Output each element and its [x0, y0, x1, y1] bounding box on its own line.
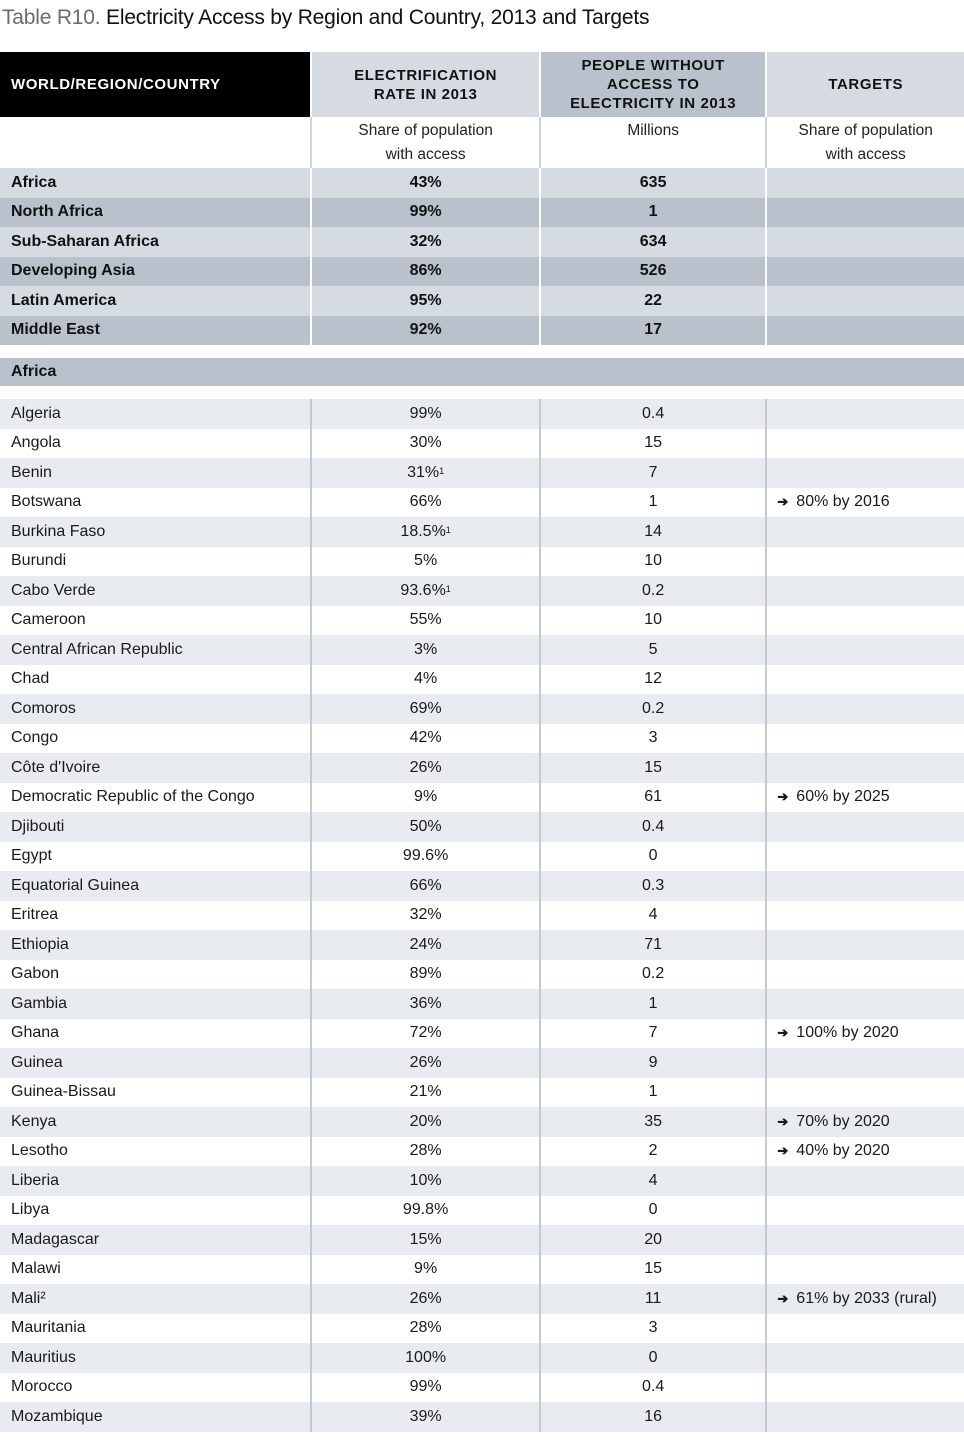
country-target: [765, 1255, 964, 1285]
table-subheader-row: [0, 117, 964, 168]
country-row: [0, 1255, 964, 1285]
footnote-marker: 1: [439, 465, 445, 476]
country-row: [0, 783, 964, 813]
country-rate-value: 15%: [409, 1230, 442, 1248]
country-rate: [310, 901, 539, 931]
country-without-access: 2: [539, 1137, 766, 1167]
country-name: Lesotho: [11, 1142, 68, 1160]
country-rate: [310, 429, 539, 459]
country-rate-value: 99.6%: [402, 847, 449, 865]
footnote-marker: 1: [445, 524, 451, 535]
country-name: Algeria: [11, 404, 61, 422]
country-target: [765, 901, 964, 931]
spacer: [0, 386, 964, 399]
country-rate-value: 9%: [414, 788, 438, 806]
country-rate: [310, 458, 539, 488]
country-name: Mozambique: [11, 1407, 103, 1425]
country-row: [0, 871, 964, 901]
header-people-without-access-label: PEOPLE WITHOUT ACCESS TO ELECTRICITY IN 2013: [570, 57, 737, 112]
country-target: [765, 1343, 964, 1373]
country-rate-value: 31%: [407, 463, 440, 481]
country-row: [0, 1048, 964, 1078]
country-target-value: 60% by 2025: [796, 788, 890, 806]
right-arrow-icon: ➔: [777, 1025, 789, 1041]
country-rate: [310, 1284, 539, 1314]
country-row: [0, 1137, 964, 1167]
country-rate: [310, 1107, 539, 1137]
country-without-access: 16: [539, 1402, 766, 1432]
country-rate: [310, 930, 539, 960]
country-name: Mauritius: [11, 1348, 76, 1366]
country-rate: [310, 517, 539, 547]
country-target: [765, 724, 964, 754]
region-rate: 86%: [312, 257, 539, 287]
country-name: Côte d'Ivoire: [11, 758, 101, 776]
region-without-access: 635: [541, 168, 766, 198]
country-target-value: 100% by 2020: [796, 1024, 899, 1042]
country-row: [0, 901, 964, 931]
country-name: Malawi: [11, 1260, 61, 1278]
country-rate: [310, 871, 539, 901]
country-rate: [310, 547, 539, 577]
country-rate: [310, 1373, 539, 1403]
country-name: Djibouti: [11, 817, 65, 835]
country-rate-value: 18.5%: [400, 522, 446, 540]
country-name: Central African Republic: [11, 640, 183, 658]
country-rate-value: 93.6%: [400, 581, 446, 599]
country-rate-value: 26%: [409, 1053, 442, 1071]
region-target: [767, 257, 964, 287]
country-rate: [310, 1314, 539, 1344]
country-rate-value: 21%: [409, 1083, 442, 1101]
country-row: [0, 576, 964, 606]
country-rate: [310, 753, 539, 783]
country-without-access: 1: [539, 989, 766, 1019]
country-row: [0, 694, 964, 724]
country-row: [0, 399, 964, 429]
country-rate-value: 32%: [409, 906, 442, 924]
region-without-access: 634: [541, 227, 766, 257]
region-target: [767, 198, 964, 228]
country-target: [765, 871, 964, 901]
header-targets: TARGETS: [767, 52, 964, 117]
region-target: [767, 227, 964, 257]
country-target: [765, 429, 964, 459]
header-world-region-country: WORLD/REGION/COUNTRY: [0, 52, 310, 117]
right-arrow-icon: ➔: [777, 494, 789, 510]
country-name: Ghana: [11, 1024, 60, 1042]
country-name: Angola: [11, 434, 61, 452]
country-rate: [310, 1225, 539, 1255]
region-row: [0, 316, 964, 346]
country-without-access: 0: [539, 1196, 766, 1226]
country-without-access: 1: [539, 1078, 766, 1108]
country-name: Burkina Faso: [11, 522, 106, 540]
country-rate: [310, 1196, 539, 1226]
country-target: [765, 399, 964, 429]
country-rate-value: 69%: [409, 699, 442, 717]
country-without-access: 12: [539, 665, 766, 695]
table-title-text: Electricity Access by Region and Country, 2013 and Targets: [106, 6, 650, 29]
country-rate: [310, 812, 539, 842]
country-target: [765, 576, 964, 606]
country-target: [765, 1373, 964, 1403]
country-rate-value: 9%: [414, 1260, 438, 1278]
header-electrification-rate-label: ELECTRIFICATION RATE IN 2013: [354, 66, 498, 103]
country-target: [765, 1137, 964, 1167]
country-without-access: 3: [539, 1314, 766, 1344]
region-row: [0, 168, 964, 198]
country-row: [0, 989, 964, 1019]
table-title: [2, 6, 649, 30]
country-row: [0, 753, 964, 783]
subheader-millions-unit: Millions: [539, 117, 766, 168]
country-without-access: 71: [539, 930, 766, 960]
country-without-access: 10: [539, 547, 766, 577]
region-name: Middle East: [0, 316, 310, 346]
country-rows: [0, 399, 964, 1432]
country-without-access: 10: [539, 606, 766, 636]
country-row: [0, 635, 964, 665]
country-rate-value: 36%: [409, 994, 442, 1012]
region-name: Africa: [0, 168, 310, 198]
country-without-access: 15: [539, 1255, 766, 1285]
country-target: [765, 1019, 964, 1049]
country-without-access: 4: [539, 1166, 766, 1196]
region-without-access: 1: [541, 198, 766, 228]
country-target: [765, 1225, 964, 1255]
country-name: Madagascar: [11, 1230, 100, 1248]
country-name: Gabon: [11, 965, 60, 983]
country-rate-value: 26%: [409, 758, 442, 776]
region-without-access: 526: [541, 257, 766, 287]
subheader-target-unit-label: Share of population with access: [798, 122, 933, 163]
country-without-access: 0.2: [539, 960, 766, 990]
country-name: Mali²: [11, 1289, 46, 1307]
country-rate: [310, 665, 539, 695]
country-rate-value: 99.8%: [402, 1201, 449, 1219]
region-row: [0, 286, 964, 316]
country-rate: [310, 989, 539, 1019]
region-target: [767, 286, 964, 316]
country-rate-value: 66%: [409, 493, 442, 511]
country-without-access: 35: [539, 1107, 766, 1137]
country-row: [0, 1225, 964, 1255]
country-name: Eritrea: [11, 906, 59, 924]
country-rate-value: 28%: [409, 1142, 442, 1160]
country-rate: [310, 842, 539, 872]
country-name: Liberia: [11, 1171, 60, 1189]
region-row: [0, 227, 964, 257]
country-name: Kenya: [11, 1112, 57, 1130]
country-target: [765, 753, 964, 783]
header-people-without-access: [541, 52, 766, 117]
country-row: [0, 606, 964, 636]
country-name: Ethiopia: [11, 935, 69, 953]
country-without-access: 7: [539, 458, 766, 488]
table-header-row: [0, 52, 964, 117]
country-rate-value: 5%: [414, 552, 438, 570]
country-target: [765, 930, 964, 960]
country-target: [765, 812, 964, 842]
section-header-africa: Africa: [0, 358, 964, 386]
country-rate: [310, 1019, 539, 1049]
country-rate: [310, 576, 539, 606]
country-row: [0, 1196, 964, 1226]
country-target: [765, 694, 964, 724]
country-rate: [310, 635, 539, 665]
country-without-access: 0: [539, 842, 766, 872]
country-rate-value: 66%: [409, 876, 442, 894]
country-row: [0, 960, 964, 990]
country-row: [0, 1107, 964, 1137]
country-row: [0, 842, 964, 872]
country-target-value: 80% by 2016: [796, 493, 890, 511]
country-row: [0, 1078, 964, 1108]
country-without-access: 7: [539, 1019, 766, 1049]
country-rate: [310, 960, 539, 990]
country-without-access: 14: [539, 517, 766, 547]
country-without-access: 0.4: [539, 399, 766, 429]
country-rate: [310, 399, 539, 429]
country-target: [765, 842, 964, 872]
footnote-marker: 1: [445, 583, 451, 594]
region-without-access: 17: [541, 316, 766, 346]
country-name: Egypt: [11, 847, 52, 865]
country-rate: [310, 1343, 539, 1373]
country-rate: [310, 694, 539, 724]
country-rate: [310, 606, 539, 636]
subheader-target-unit: [765, 117, 964, 168]
country-target: [765, 1284, 964, 1314]
region-rate: 99%: [312, 198, 539, 228]
country-without-access: 1: [539, 488, 766, 518]
country-rate-value: 26%: [409, 1289, 442, 1307]
country-target: [765, 517, 964, 547]
country-row: [0, 429, 964, 459]
region-row: [0, 198, 964, 228]
country-without-access: 4: [539, 901, 766, 931]
country-rate-value: 89%: [409, 965, 442, 983]
country-rate: [310, 1166, 539, 1196]
country-name: Guinea-Bissau: [11, 1083, 116, 1101]
country-rate: [310, 783, 539, 813]
country-without-access: 0: [539, 1343, 766, 1373]
country-row: [0, 1284, 964, 1314]
country-name: Guinea: [11, 1053, 63, 1071]
country-without-access: 15: [539, 753, 766, 783]
electricity-access-table: [0, 52, 964, 1432]
country-rate: [310, 1402, 539, 1432]
country-name: Comoros: [11, 699, 76, 717]
country-name: Gambia: [11, 994, 68, 1012]
country-target: [765, 635, 964, 665]
country-name: Congo: [11, 729, 59, 747]
country-without-access: 0.4: [539, 1373, 766, 1403]
country-rate-value: 10%: [409, 1171, 442, 1189]
country-without-access: 3: [539, 724, 766, 754]
country-rate: [310, 488, 539, 518]
country-row: [0, 665, 964, 695]
country-target: [765, 606, 964, 636]
region-name: Developing Asia: [0, 257, 310, 287]
country-row: [0, 488, 964, 518]
country-name: Cabo Verde: [11, 581, 96, 599]
country-rate: [310, 1078, 539, 1108]
country-name: Equatorial Guinea: [11, 876, 140, 894]
subheader-empty: [0, 117, 310, 168]
country-without-access: 0.2: [539, 694, 766, 724]
country-rate-value: 55%: [409, 611, 442, 629]
country-target: [765, 1107, 964, 1137]
country-rate-value: 28%: [409, 1319, 442, 1337]
country-name: Botswana: [11, 493, 82, 511]
country-target: [765, 665, 964, 695]
country-rate: [310, 1137, 539, 1167]
country-without-access: 5: [539, 635, 766, 665]
region-rows: [0, 168, 964, 345]
country-target: [765, 1166, 964, 1196]
region-rate: 95%: [312, 286, 539, 316]
country-row: [0, 1166, 964, 1196]
country-name: Morocco: [11, 1378, 73, 1396]
country-rate: [310, 724, 539, 754]
country-without-access: 11: [539, 1284, 766, 1314]
country-target-value: 70% by 2020: [796, 1112, 890, 1130]
country-target: [765, 1078, 964, 1108]
country-rate-value: 42%: [409, 729, 442, 747]
country-target: [765, 989, 964, 1019]
country-target: [765, 1196, 964, 1226]
country-target: [765, 1314, 964, 1344]
country-without-access: 0.3: [539, 871, 766, 901]
country-rate: [310, 1255, 539, 1285]
country-row: [0, 517, 964, 547]
country-row: [0, 1019, 964, 1049]
country-name: Democratic Republic of the Congo: [11, 788, 255, 806]
subheader-rate-unit-label: Share of population with access: [358, 122, 493, 163]
right-arrow-icon: ➔: [777, 1113, 789, 1129]
country-row: [0, 547, 964, 577]
country-rate-value: 100%: [405, 1348, 447, 1366]
country-rate-value: 50%: [409, 817, 442, 835]
country-without-access: 0.4: [539, 812, 766, 842]
country-rate-value: 20%: [409, 1112, 442, 1130]
region-without-access: 22: [541, 286, 766, 316]
country-rate-value: 3%: [414, 640, 438, 658]
country-row: [0, 1343, 964, 1373]
region-name: Latin America: [0, 286, 310, 316]
country-rate-value: 99%: [409, 1378, 442, 1396]
country-name: Burundi: [11, 552, 67, 570]
header-electrification-rate: [312, 52, 539, 117]
country-target: [765, 783, 964, 813]
right-arrow-icon: ➔: [777, 1143, 789, 1159]
country-target: [765, 1048, 964, 1078]
country-row: [0, 1373, 964, 1403]
region-row: [0, 257, 964, 287]
country-target: [765, 1402, 964, 1432]
right-arrow-icon: ➔: [777, 1290, 789, 1306]
country-name: Chad: [11, 670, 50, 688]
country-rate-value: 4%: [414, 670, 438, 688]
country-name: Mauritania: [11, 1319, 86, 1337]
country-rate-value: 99%: [409, 404, 442, 422]
country-target: [765, 488, 964, 518]
region-target: [767, 168, 964, 198]
country-without-access: 9: [539, 1048, 766, 1078]
country-row: [0, 724, 964, 754]
country-rate-value: 30%: [409, 434, 442, 452]
region-name: North Africa: [0, 198, 310, 228]
country-row: [0, 930, 964, 960]
region-rate: 92%: [312, 316, 539, 346]
country-rate: [310, 1048, 539, 1078]
country-without-access: 61: [539, 783, 766, 813]
country-without-access: 15: [539, 429, 766, 459]
subheader-rate-unit: [310, 117, 539, 168]
country-row: [0, 812, 964, 842]
country-target: [765, 547, 964, 577]
country-rate-value: 72%: [409, 1024, 442, 1042]
country-without-access: 20: [539, 1225, 766, 1255]
region-target: [767, 316, 964, 346]
country-rate-value: 39%: [409, 1407, 442, 1425]
table-number: Table R10.: [2, 6, 101, 29]
right-arrow-icon: ➔: [777, 789, 789, 805]
country-target: [765, 458, 964, 488]
country-row: [0, 1402, 964, 1432]
country-without-access: 0.2: [539, 576, 766, 606]
country-target: [765, 960, 964, 990]
country-row: [0, 458, 964, 488]
country-name: Cameroon: [11, 611, 86, 629]
country-name: Libya: [11, 1201, 50, 1219]
region-rate: 43%: [312, 168, 539, 198]
country-target-value: 61% by 2033 (rural): [796, 1289, 937, 1307]
country-rate-value: 24%: [409, 935, 442, 953]
region-rate: 32%: [312, 227, 539, 257]
country-name: Benin: [11, 463, 52, 481]
country-row: [0, 1314, 964, 1344]
region-name: Sub-Saharan Africa: [0, 227, 310, 257]
spacer: [0, 345, 964, 358]
country-target-value: 40% by 2020: [796, 1142, 890, 1160]
